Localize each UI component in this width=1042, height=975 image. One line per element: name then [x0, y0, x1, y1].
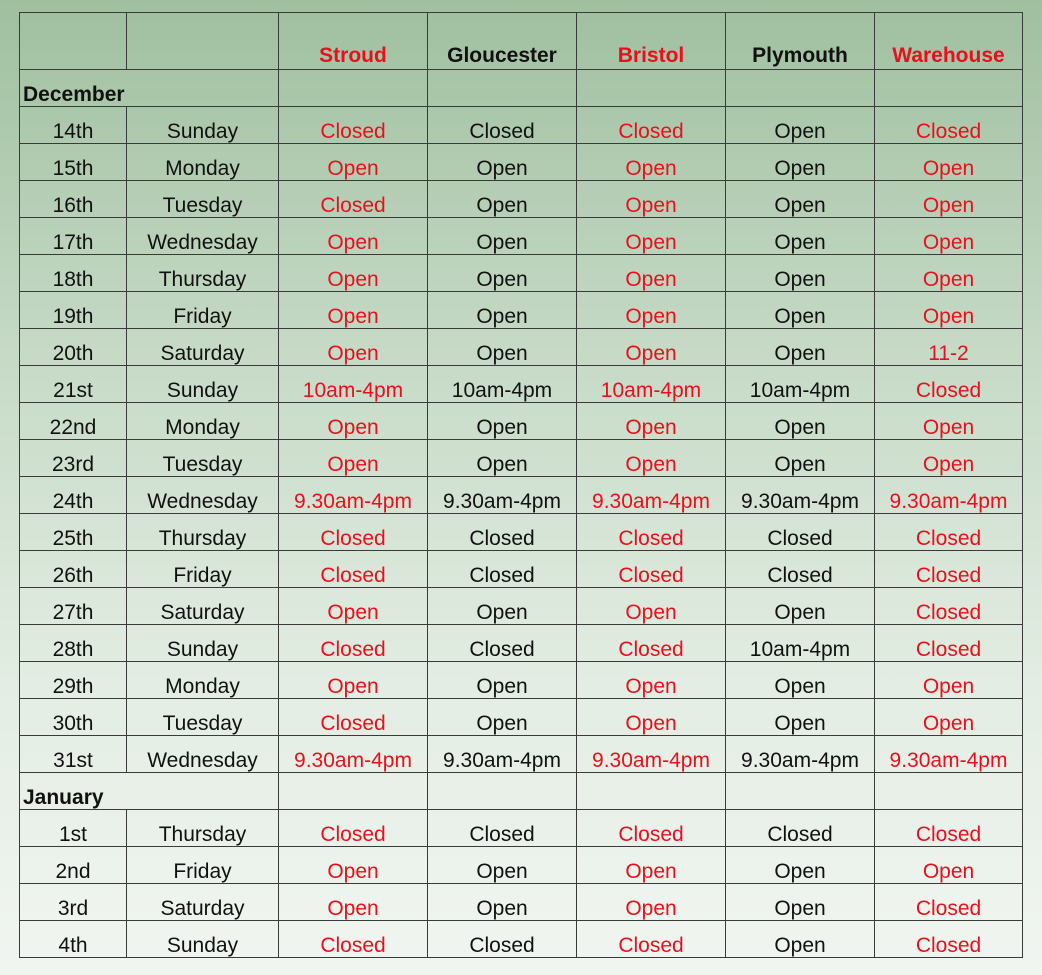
- status-cell-warehouse: Open: [875, 440, 1023, 477]
- table-row: [20, 107, 1023, 144]
- status-cell-stroud: Open: [279, 218, 428, 255]
- status-cell-bristol: Closed: [577, 514, 726, 551]
- status-cell-stroud: Open: [279, 440, 428, 477]
- status-cell-gloucester: Open: [428, 329, 577, 366]
- status-cell-bristol: Closed: [577, 551, 726, 588]
- date-cell: 14th: [20, 107, 127, 144]
- status-cell-gloucester: 10am-4pm: [428, 366, 577, 403]
- status-cell-gloucester: Open: [428, 403, 577, 440]
- header-stroud: Stroud: [279, 13, 428, 70]
- header-warehouse: Warehouse: [875, 13, 1023, 70]
- status-cell-warehouse: Open: [875, 181, 1023, 218]
- table-row: [20, 884, 1023, 921]
- table-row: [20, 588, 1023, 625]
- weekday-cell: Tuesday: [127, 440, 279, 477]
- status-cell-bristol: Open: [577, 699, 726, 736]
- weekday-cell: Friday: [127, 551, 279, 588]
- date-cell: 28th: [20, 625, 127, 662]
- date-cell: 18th: [20, 255, 127, 292]
- month-row-empty-cell: [577, 773, 726, 810]
- status-cell-gloucester: Open: [428, 440, 577, 477]
- status-cell-bristol: Closed: [577, 625, 726, 662]
- status-cell-gloucester: Closed: [428, 625, 577, 662]
- status-cell-warehouse: Open: [875, 255, 1023, 292]
- status-cell-warehouse: Open: [875, 662, 1023, 699]
- header-blank-weekday: [127, 13, 279, 70]
- weekday-cell: Saturday: [127, 329, 279, 366]
- status-cell-gloucester: 9.30am-4pm: [428, 736, 577, 773]
- status-cell-gloucester: Open: [428, 884, 577, 921]
- status-cell-gloucester: Closed: [428, 921, 577, 958]
- table-row: [20, 181, 1023, 218]
- date-cell: 16th: [20, 181, 127, 218]
- status-cell-plymouth: Closed: [726, 551, 875, 588]
- status-cell-bristol: Open: [577, 847, 726, 884]
- status-cell-gloucester: 9.30am-4pm: [428, 477, 577, 514]
- status-cell-plymouth: Open: [726, 218, 875, 255]
- status-cell-gloucester: Open: [428, 181, 577, 218]
- table-row: [20, 144, 1023, 181]
- status-cell-plymouth: 9.30am-4pm: [726, 736, 875, 773]
- status-cell-warehouse: Open: [875, 403, 1023, 440]
- status-cell-plymouth: Open: [726, 440, 875, 477]
- month-row-empty-cell: [279, 70, 428, 107]
- date-cell: 21st: [20, 366, 127, 403]
- month-row: [20, 773, 1023, 810]
- status-cell-stroud: Closed: [279, 625, 428, 662]
- status-cell-plymouth: Open: [726, 292, 875, 329]
- weekday-cell: Saturday: [127, 884, 279, 921]
- table-row: [20, 921, 1023, 958]
- status-cell-gloucester: Closed: [428, 107, 577, 144]
- status-cell-stroud: Closed: [279, 181, 428, 218]
- table-row: [20, 625, 1023, 662]
- status-cell-stroud: 9.30am-4pm: [279, 736, 428, 773]
- header-gloucester: Gloucester: [428, 13, 577, 70]
- date-cell: 1st: [20, 810, 127, 847]
- status-cell-plymouth: Open: [726, 181, 875, 218]
- weekday-cell: Thursday: [127, 810, 279, 847]
- status-cell-bristol: Open: [577, 255, 726, 292]
- date-cell: 29th: [20, 662, 127, 699]
- weekday-cell: Friday: [127, 847, 279, 884]
- status-cell-plymouth: Closed: [726, 514, 875, 551]
- weekday-cell: Wednesday: [127, 477, 279, 514]
- status-cell-plymouth: Open: [726, 884, 875, 921]
- header-blank-date: [20, 13, 127, 70]
- header-bristol: Bristol: [577, 13, 726, 70]
- status-cell-warehouse: Closed: [875, 588, 1023, 625]
- month-row-empty-cell: [577, 70, 726, 107]
- status-cell-stroud: Closed: [279, 551, 428, 588]
- status-cell-bristol: Open: [577, 588, 726, 625]
- status-cell-stroud: 10am-4pm: [279, 366, 428, 403]
- status-cell-warehouse: Open: [875, 699, 1023, 736]
- date-cell: 20th: [20, 329, 127, 366]
- table-row: [20, 847, 1023, 884]
- status-cell-plymouth: 9.30am-4pm: [726, 477, 875, 514]
- status-cell-bristol: Open: [577, 403, 726, 440]
- table-row: [20, 514, 1023, 551]
- month-row-empty-cell: [279, 773, 428, 810]
- status-cell-plymouth: Closed: [726, 810, 875, 847]
- status-cell-gloucester: Open: [428, 699, 577, 736]
- status-cell-stroud: Open: [279, 884, 428, 921]
- status-cell-warehouse: Closed: [875, 625, 1023, 662]
- status-cell-bristol: 9.30am-4pm: [577, 736, 726, 773]
- date-cell: 23rd: [20, 440, 127, 477]
- date-cell: 4th: [20, 921, 127, 958]
- status-cell-plymouth: Open: [726, 847, 875, 884]
- status-cell-bristol: Open: [577, 329, 726, 366]
- weekday-cell: Friday: [127, 292, 279, 329]
- table-row: [20, 366, 1023, 403]
- status-cell-gloucester: Open: [428, 662, 577, 699]
- status-cell-gloucester: Closed: [428, 551, 577, 588]
- status-cell-bristol: Open: [577, 292, 726, 329]
- month-label: January: [20, 773, 279, 810]
- status-cell-warehouse: Open: [875, 144, 1023, 181]
- date-cell: 27th: [20, 588, 127, 625]
- status-cell-warehouse: Closed: [875, 810, 1023, 847]
- status-cell-stroud: Open: [279, 255, 428, 292]
- status-cell-bristol: Open: [577, 144, 726, 181]
- weekday-cell: Monday: [127, 662, 279, 699]
- status-cell-plymouth: Open: [726, 588, 875, 625]
- status-cell-warehouse: Closed: [875, 921, 1023, 958]
- weekday-cell: Saturday: [127, 588, 279, 625]
- weekday-cell: Monday: [127, 144, 279, 181]
- status-cell-stroud: Open: [279, 329, 428, 366]
- month-row: [20, 70, 1023, 107]
- status-cell-stroud: Closed: [279, 107, 428, 144]
- month-row-empty-cell: [726, 773, 875, 810]
- status-cell-bristol: Open: [577, 662, 726, 699]
- status-cell-warehouse: Open: [875, 218, 1023, 255]
- date-cell: 22nd: [20, 403, 127, 440]
- table-row: [20, 329, 1023, 366]
- status-cell-plymouth: 10am-4pm: [726, 625, 875, 662]
- header-row: [20, 13, 1023, 70]
- status-cell-gloucester: Closed: [428, 810, 577, 847]
- month-row-empty-cell: [875, 70, 1023, 107]
- opening-hours-table: [19, 12, 1023, 958]
- status-cell-bristol: Open: [577, 440, 726, 477]
- date-cell: 30th: [20, 699, 127, 736]
- status-cell-stroud: Open: [279, 403, 428, 440]
- status-cell-plymouth: Open: [726, 107, 875, 144]
- status-cell-warehouse: 9.30am-4pm: [875, 736, 1023, 773]
- weekday-cell: Wednesday: [127, 218, 279, 255]
- table-row: [20, 699, 1023, 736]
- table-row: [20, 477, 1023, 514]
- status-cell-plymouth: Open: [726, 921, 875, 958]
- status-cell-stroud: Closed: [279, 699, 428, 736]
- date-cell: 3rd: [20, 884, 127, 921]
- status-cell-stroud: Closed: [279, 810, 428, 847]
- table-row: [20, 662, 1023, 699]
- status-cell-stroud: 9.30am-4pm: [279, 477, 428, 514]
- status-cell-warehouse: Closed: [875, 551, 1023, 588]
- table-row: [20, 403, 1023, 440]
- date-cell: 25th: [20, 514, 127, 551]
- status-cell-warehouse: Open: [875, 292, 1023, 329]
- date-cell: 17th: [20, 218, 127, 255]
- date-cell: 15th: [20, 144, 127, 181]
- status-cell-stroud: Open: [279, 588, 428, 625]
- status-cell-stroud: Closed: [279, 921, 428, 958]
- status-cell-stroud: Closed: [279, 514, 428, 551]
- date-cell: 31st: [20, 736, 127, 773]
- month-row-empty-cell: [875, 773, 1023, 810]
- date-cell: 24th: [20, 477, 127, 514]
- table-row: [20, 218, 1023, 255]
- status-cell-stroud: Open: [279, 144, 428, 181]
- status-cell-bristol: Open: [577, 884, 726, 921]
- status-cell-gloucester: Open: [428, 588, 577, 625]
- header-plymouth: Plymouth: [726, 13, 875, 70]
- status-cell-plymouth: Open: [726, 255, 875, 292]
- table-row: [20, 255, 1023, 292]
- status-cell-gloucester: Open: [428, 292, 577, 329]
- month-label: December: [20, 70, 279, 107]
- status-cell-plymouth: Open: [726, 329, 875, 366]
- status-cell-stroud: Open: [279, 662, 428, 699]
- status-cell-plymouth: 10am-4pm: [726, 366, 875, 403]
- table-row: [20, 551, 1023, 588]
- weekday-cell: Wednesday: [127, 736, 279, 773]
- month-row-empty-cell: [726, 70, 875, 107]
- weekday-cell: Sunday: [127, 625, 279, 662]
- month-row-empty-cell: [428, 773, 577, 810]
- status-cell-bristol: Closed: [577, 921, 726, 958]
- status-cell-stroud: Open: [279, 847, 428, 884]
- status-cell-warehouse: 11-2: [875, 329, 1023, 366]
- table-row: [20, 736, 1023, 773]
- table-row: [20, 292, 1023, 329]
- status-cell-warehouse: Closed: [875, 366, 1023, 403]
- status-cell-plymouth: Open: [726, 662, 875, 699]
- status-cell-warehouse: Closed: [875, 107, 1023, 144]
- status-cell-warehouse: Closed: [875, 514, 1023, 551]
- date-cell: 2nd: [20, 847, 127, 884]
- weekday-cell: Thursday: [127, 514, 279, 551]
- table-row: [20, 810, 1023, 847]
- weekday-cell: Sunday: [127, 921, 279, 958]
- status-cell-warehouse: Open: [875, 847, 1023, 884]
- status-cell-warehouse: 9.30am-4pm: [875, 477, 1023, 514]
- weekday-cell: Monday: [127, 403, 279, 440]
- status-cell-bristol: 10am-4pm: [577, 366, 726, 403]
- weekday-cell: Sunday: [127, 366, 279, 403]
- status-cell-gloucester: Open: [428, 144, 577, 181]
- status-cell-bristol: 9.30am-4pm: [577, 477, 726, 514]
- status-cell-stroud: Open: [279, 292, 428, 329]
- date-cell: 19th: [20, 292, 127, 329]
- status-cell-plymouth: Open: [726, 403, 875, 440]
- status-cell-plymouth: Open: [726, 144, 875, 181]
- status-cell-gloucester: Open: [428, 218, 577, 255]
- weekday-cell: Thursday: [127, 255, 279, 292]
- status-cell-bristol: Open: [577, 218, 726, 255]
- status-cell-bristol: Closed: [577, 107, 726, 144]
- status-cell-gloucester: Closed: [428, 514, 577, 551]
- status-cell-gloucester: Open: [428, 847, 577, 884]
- table-row: [20, 440, 1023, 477]
- weekday-cell: Tuesday: [127, 699, 279, 736]
- weekday-cell: Sunday: [127, 107, 279, 144]
- status-cell-gloucester: Open: [428, 255, 577, 292]
- status-cell-warehouse: Closed: [875, 884, 1023, 921]
- status-cell-bristol: Open: [577, 181, 726, 218]
- status-cell-bristol: Closed: [577, 810, 726, 847]
- weekday-cell: Tuesday: [127, 181, 279, 218]
- date-cell: 26th: [20, 551, 127, 588]
- month-row-empty-cell: [428, 70, 577, 107]
- status-cell-plymouth: Open: [726, 699, 875, 736]
